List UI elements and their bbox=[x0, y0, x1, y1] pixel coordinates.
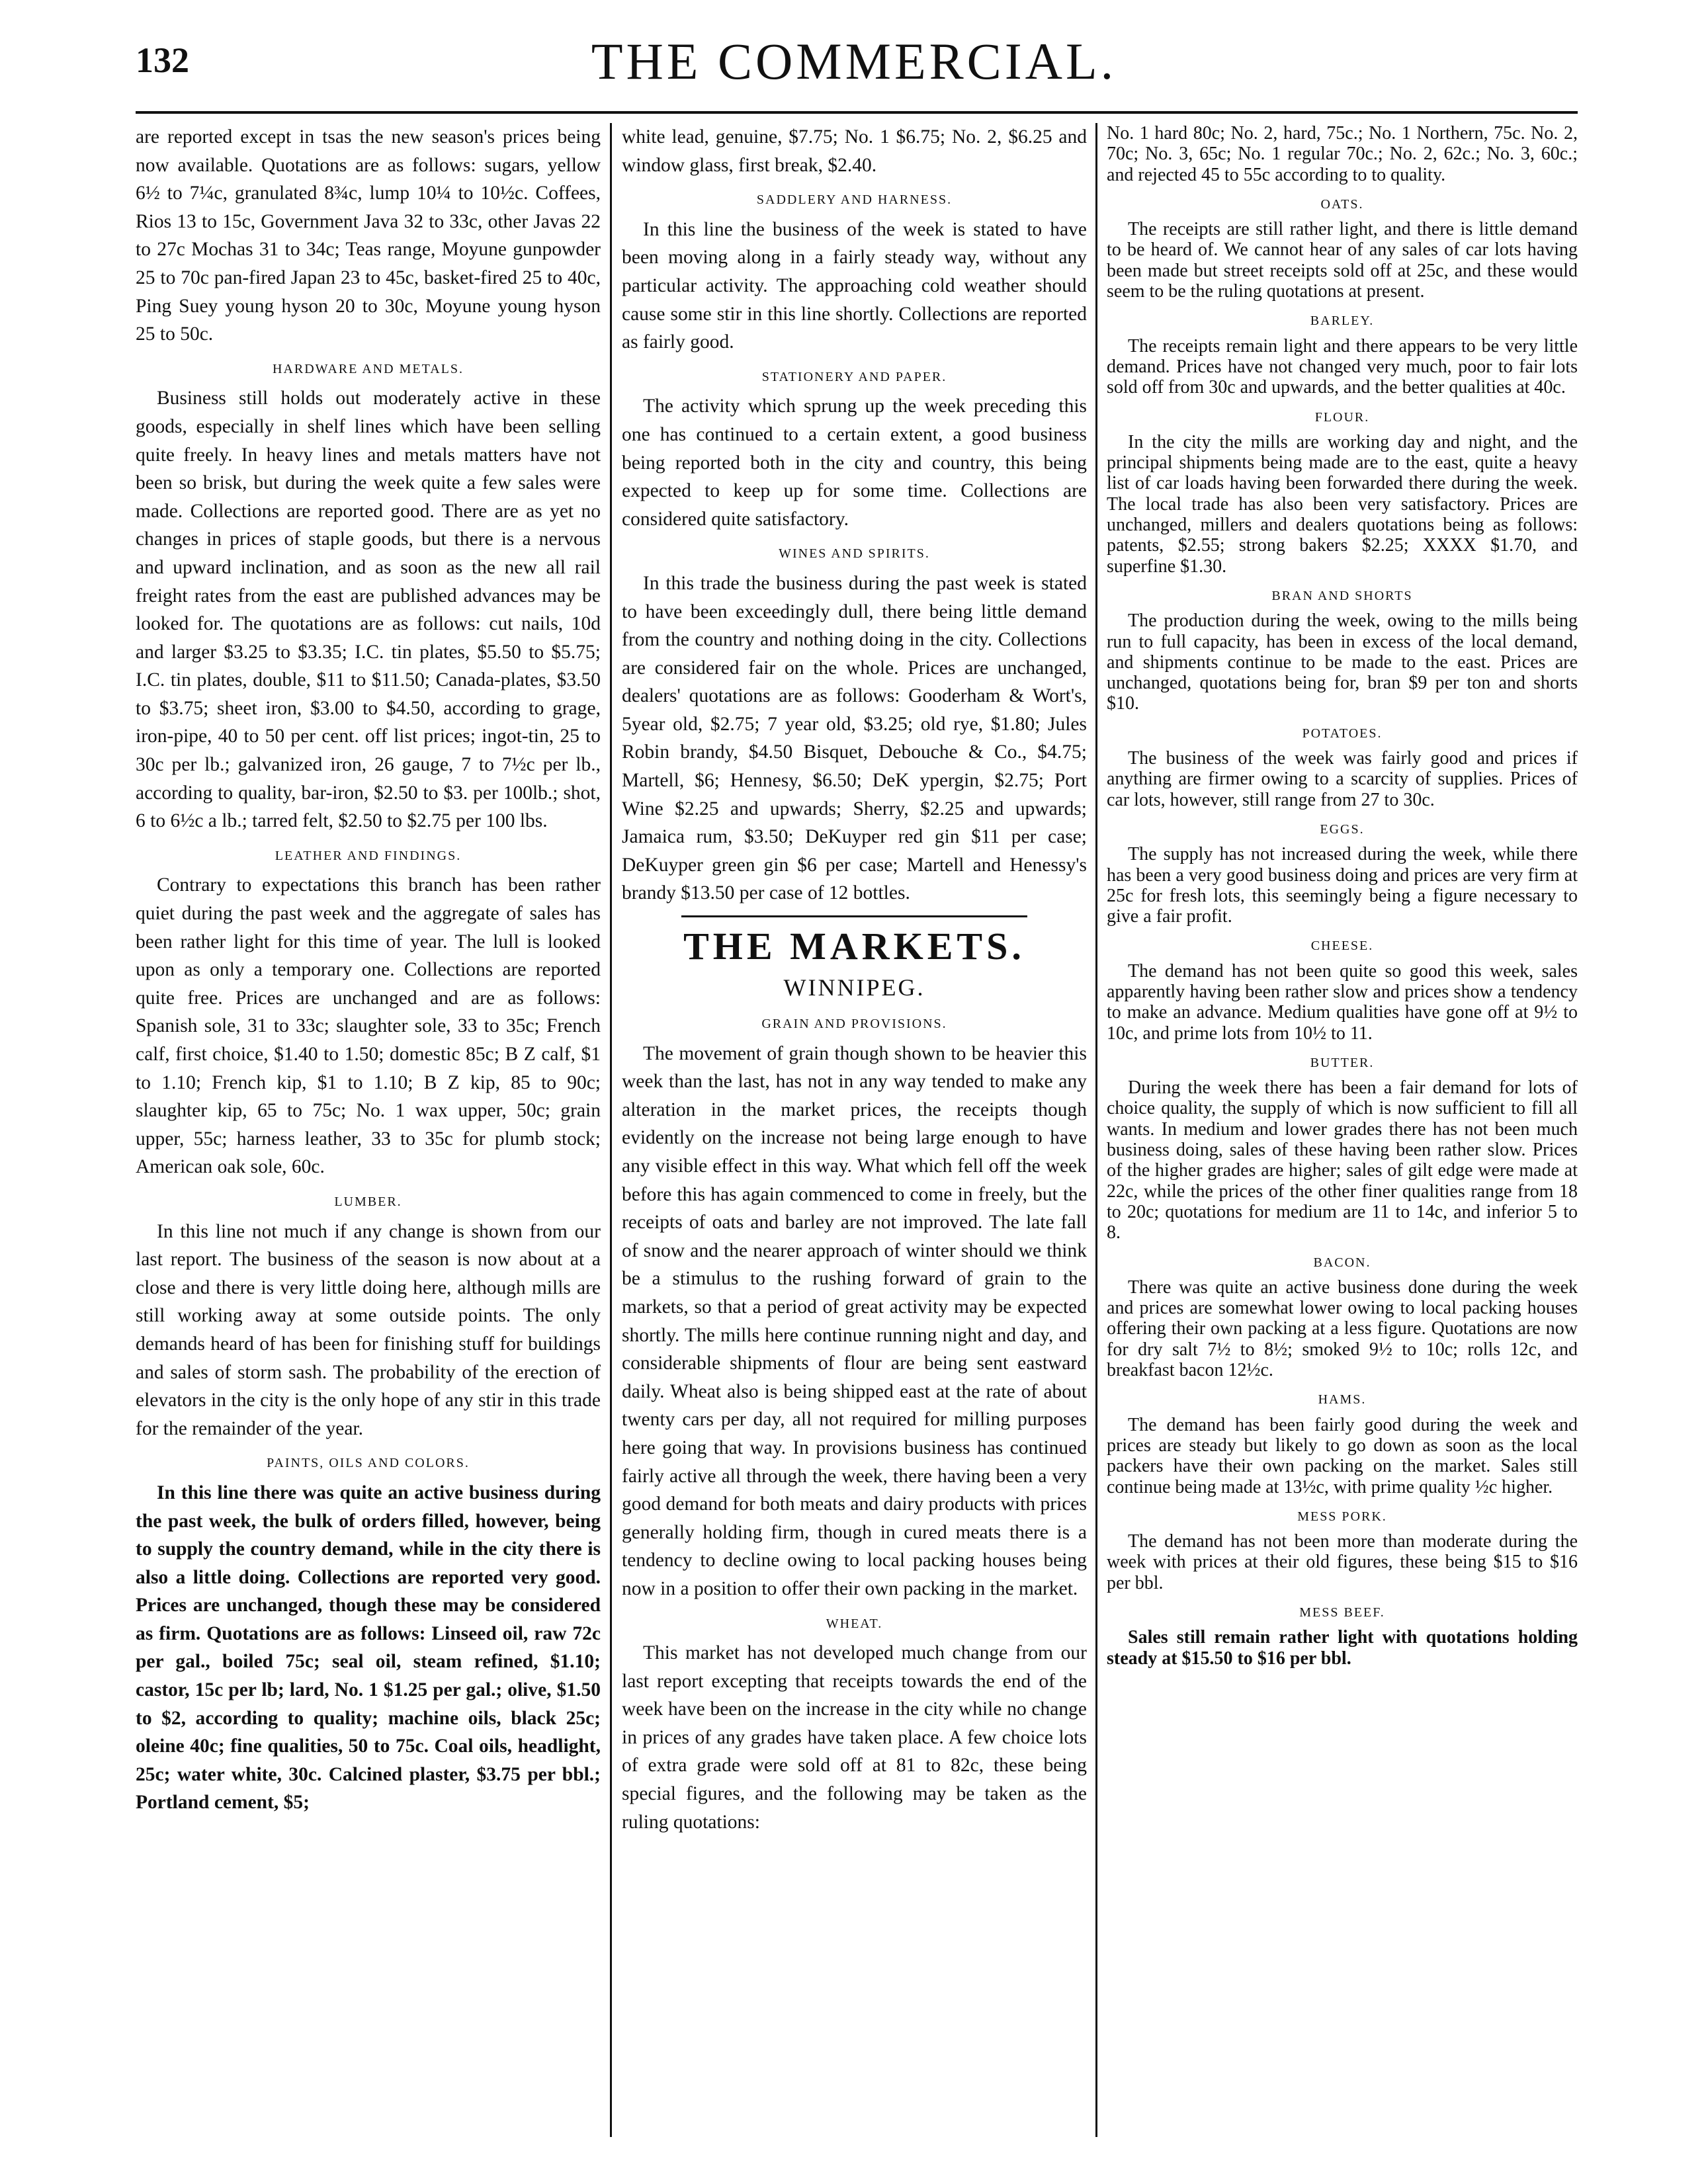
paragraph: The demand has not been more than moderate during the week with prices at their old figures, these being $15 to $16 per bbl. bbox=[1107, 1531, 1578, 1593]
paragraph: are reported except in tsas the new season's prices being now available. Quotations are as follows: sugars, yellow 6½ to 7¼c, granulated 8¾c, lump 10¼ to 10½c. Coffees, Rios 13 to 15c, Government Java 32 to 33c, other Javas 22 to 27c Mochas 31 to 34c; Teas range, Moyune gunpowder 25 to 70c pan-fired Japan 23 to 45c, basket-fired 25 to 40c, Ping Suey young hyson 20 to 30c, Moyune young hyson 25 to 50c. bbox=[136, 126, 601, 345]
paragraph: white lead, genuine, $7.75; No. 1 $6.75; No. 2, $6.25 and window glass, first break, $2.40. bbox=[622, 126, 1087, 176]
paragraph: No. 1 hard 80c; No. 2, hard, 75c.; No. 1 Northern, 75c. No. 2, 70c; No. 3, 65c; No. 1 regular 70c.; No. 2, 62c.; No. 3, 60c.; and rejected 45 to 55c according to to quality. bbox=[1107, 123, 1578, 185]
section-heading: OATS. bbox=[1320, 196, 1364, 212]
paragraph: This market has not developed much change from our last report excepting that receipts towards the end of the week have been on the increase in the city while no change in prices of any grades have taken place. A few choice lots of extra grade were sold off at 81 to 82c, these being special figures, and the following may be taken as the ruling quotations: bbox=[622, 1642, 1087, 1833]
paragraph: Contrary to expectations this branch has been rather quiet during the past week and the aggregate of sales has been rather light for this time of year. The lull is looked upon as only a temporary one. Collections are reported quite free. Prices are unchanged and are as follows: Spanish sole, 31 to 33c; slaughter sole, 33 to 35c; French calf, first choice, $1.40 to 1.50; domestic 85c; B Z calf, $1 to 1.10; French kip, $1 to 1.10; B Z kip, 85 to 90c; slaughter kip, 65 to 75c; No. 1 wax upper, 50c; grain upper, 55c; harness leather, 33 to 35c for plumb stock; American oak sole, 60c. bbox=[136, 874, 601, 1178]
masthead-title: THE COMMERCIAL. bbox=[591, 32, 1117, 90]
paragraph: There was quite an active business done during the week and prices are somewhat lower owing to local packing houses offering their own packing at a less figure. Quotations are now for dry salt 7½ to 8½; smoked 9½ to 10c; rolls 12c, and breakfast bacon 12½c. bbox=[1107, 1277, 1578, 1381]
paragraph: In the city the mills are working day and night, and the principal shipments being made are to the east, quite a heavy list of car loads having been forwarded there during the week. The local trade has also been very satisfactory. Prices are unchanged, millers and dealers quotations being as follows: patents, $2.55; strong bakers $2.25; XXXX $1.70, and superfine $1.30. bbox=[1107, 431, 1578, 577]
paragraph: In this line not much if any change is shown from our last report. The business of the season is now about at a close and there is very little doing here, although mills are still working away at some outside points. The only demands heard of has been for finishing stuff for buildings and sales of storm sash. The probability of the erection of elevators in the city is the only hope of any stir in this trade for the remainder of the year. bbox=[136, 1220, 601, 1439]
paragraph: The receipts remain light and there appears to be very little demand. Prices have not changed very much, poor to fair lots sold off from 30c and upwards, and the better qualities at 40c. bbox=[1107, 335, 1578, 398]
markets-heading: THE MARKETS. bbox=[683, 925, 1025, 968]
header-rule bbox=[136, 111, 1578, 114]
section-heading: SADDLERY AND HARNESS. bbox=[756, 192, 953, 208]
section-heading: LUMBER. bbox=[334, 1194, 402, 1209]
section-heading: HARDWARE AND METALS. bbox=[273, 361, 464, 376]
section-heading: BRAN AND SHORTS bbox=[1271, 588, 1413, 603]
paragraph: During the week there has been a fair demand for lots of choice quality, the supply of which is now sufficient to fill all wants. In medium and lower grades there has not been much business doing, sales of these having been rather slow. Prices of the higher grades are higher; sales of gilt edge were made at 22c, while the prices of the other finer qualities range from 18 to 20c; quotations for medium are 11 to 14c, and inferior 5 to 8. bbox=[1107, 1077, 1578, 1243]
section-heading: MESS PORK. bbox=[1297, 1509, 1387, 1524]
section-heading: PAINTS, OILS AND COLORS. bbox=[267, 1456, 470, 1471]
markets-rule bbox=[681, 915, 1027, 917]
section-heading: FLOUR. bbox=[1314, 409, 1370, 425]
section-heading: POTATOES. bbox=[1302, 726, 1383, 741]
markets-subheading: WINNIPEG. bbox=[783, 974, 925, 1001]
paragraph: Sales still remain rather light with quotations holding steady at $15.50 to $16 per bbl. bbox=[1107, 1627, 1578, 1669]
section-heading: STATIONERY AND PAPER. bbox=[761, 369, 947, 384]
section-heading: EGGS. bbox=[1320, 821, 1365, 837]
paragraph: The demand has been fairly good during the week and prices are steady but likely to go down as soon as the local packers have their own packing on the market. Sales still continue being made at 13½c, with prime quality ½c higher. bbox=[1107, 1414, 1578, 1497]
paragraph: The demand has not been quite so good this week, sales apparently having been rather slow and prices show a tendency to make an advance. Medium qualities have gone off at 9½ to 10c, and prime lots from 10½ to 11. bbox=[1107, 960, 1578, 1044]
section-heading: BUTTER. bbox=[1310, 1055, 1375, 1070]
paragraph: The production during the week, owing to the mills being run to full capacity, has been in excess of the local demand, and shipments continue to be made to the east. Prices are unchanged, quotations being for, bran $9 per ton and shorts $10. bbox=[1107, 610, 1578, 714]
column-2 bbox=[622, 123, 1087, 2137]
section-heading: WINES AND SPIRITS. bbox=[779, 546, 930, 562]
page-number: 132 bbox=[136, 40, 189, 80]
section-heading: LEATHER AND FINDINGS. bbox=[275, 848, 462, 863]
column-3 bbox=[1107, 123, 1578, 2137]
section-heading: MESS BEEF. bbox=[1299, 1605, 1385, 1620]
section-heading: BARLEY. bbox=[1310, 314, 1375, 329]
paragraph: The movement of grain though shown to be heavier this week than the last, has not in any way tended to make any alteration in the market prices, the receipts though evidently on the increase not being large enough to have any visible effect in this way. What which fell off the week before this has again commenced to come in freely, but the receipts of oats and barley are not improved. The late fall of snow and the nearer approach of winter should we think be a stimulus to the rushing forward of grain to the markets, so that a period of great activity may be expected shortly. The mills here continue running night and day, and considerable shipments of flour are being sent eastward daily. Wheat also is being shipped east at the rate of about twenty cars per day, all not required for milling purposes here going that way. In provisions business has continued fairly active all through the week, there having been a very good demand for both meats and dairy products with prices generally holding firm, though in cured meats there is a tendency to decline owing to local packing houses being now in a position to offer their own packing in the market. bbox=[622, 1042, 1087, 1599]
paragraph: The receipts are still rather light, and there is little demand to be heard of. We cannot hear of any sales of car lots having been made but street receipts sold off at 25c, and these would seem to be the ruling quotations at present. bbox=[1107, 219, 1578, 302]
section-heading: BACON. bbox=[1313, 1255, 1371, 1270]
section-heading: GRAIN AND PROVISIONS. bbox=[761, 1017, 947, 1032]
column-divider bbox=[1095, 123, 1097, 2137]
column-divider bbox=[610, 123, 612, 2137]
section-heading: WHEAT. bbox=[826, 1616, 883, 1631]
section-heading: CHEESE. bbox=[1310, 939, 1374, 954]
section-heading: HAMS. bbox=[1318, 1392, 1367, 1407]
paragraph: The activity which sprung up the week preceding this one has continued to a certain extent, a good business being reported both in the city and country, this being expected to keep up for some time. Collections are considered quite satisfactory. bbox=[622, 396, 1087, 530]
paragraph: In this line there was quite an active business during the past week, the bulk of orders filled, however, being to supply the country demand, while in the city there is also a little doing. Collections are reported very good. Prices are unchanged, though these may be considered as firm. Quotations are as follows: Linseed oil, raw 72c per gal., boiled 75c; seal oil, steam refined, $1.10; castor, 15c per lb; lard, No. 1 $1.25 per gal.; olive, $1.50 to $2, according to quality; machine oils, black 25c; oleine 40c; fine qualities, 50 to 75c. Coal oils, headlight, 25c; water white, 30c. Calcined plaster, $3.75 per bbl.; Portland cement, $5; bbox=[136, 1482, 601, 1814]
paragraph: Business still holds out moderately active in these goods, especially in shelf lines which have been selling quite freely. In heavy lines and metals matters have not been so brisk, but during the week quite a few sales were made. Collections are reported good. There are as yet no changes in prices of staple goods, but there is a nervous and upward inclination, and as soon as the new all rail freight rates from the east are published advances may be looked for. The quotations are as follows: cut nails, 10d and larger $3.25 to $3.35; I.C. tin plates, $5.50 to $5.75; I.C. tin plates, double, $11 to $11.50; Canada-plates, $3.50 to $3.75; sheet iron, $3.00 to $4.50, according to grage, iron-pipe, 40 to 50 per cent. off list prices; ingot-tin, 25 to 30c per lb.; galvanized iron, 26 gauge, 7 to 7½c per lb., according to quality, bar-iron, $2.50 to $3. per 100lb.; shot, 6 to 6½c a lb.; tarred felt, $2.50 to $2.75 per 100 lbs. bbox=[136, 388, 601, 832]
column-1 bbox=[136, 123, 601, 2137]
paragraph: In this line the business of the week is stated to have been moving along in a fairly steady way, without any particular activity. The approaching cold weather should cause some stir in this line shortly. Collections are reported as fairly good. bbox=[622, 218, 1087, 353]
paragraph: The supply has not increased during the week, while there has been a very good business doing and prices are very firm at 25c for fresh lots, this seemingly being a figure necessary to give a fair profit. bbox=[1107, 844, 1578, 927]
paragraph: In this trade the business during the past week is stated to have been exceedingly dull, there being little demand from the country and nothing doing in the city. Collections are considered fair on the whole. Prices are unchanged, dealers' quotations are as follows: Gooderham & Wort's, 5year old, $2.75; 7 year old, $3.25; old rye, $1.80; Jules Robin brandy, $4.50 Bisquet, Debouche & Co., $4.75; Martell, $6; Hennesy, $6.50; DeK ypergin, $2.75; Port Wine $2.25 and upwards; Sherry, $2.25 and upwards; Jamaica rum, $3.50; DeKuyper red gin $11 per case; DeKuyper green gin $6 per case; Martell and Henessy's brandy $13.50 per case of 12 bottles. bbox=[622, 572, 1087, 904]
paragraph: The business of the week was fairly good and prices if anything are firmer owing to a scarcity of supplies. Prices of car lots, however, still range from 27 to 30c. bbox=[1107, 748, 1578, 810]
